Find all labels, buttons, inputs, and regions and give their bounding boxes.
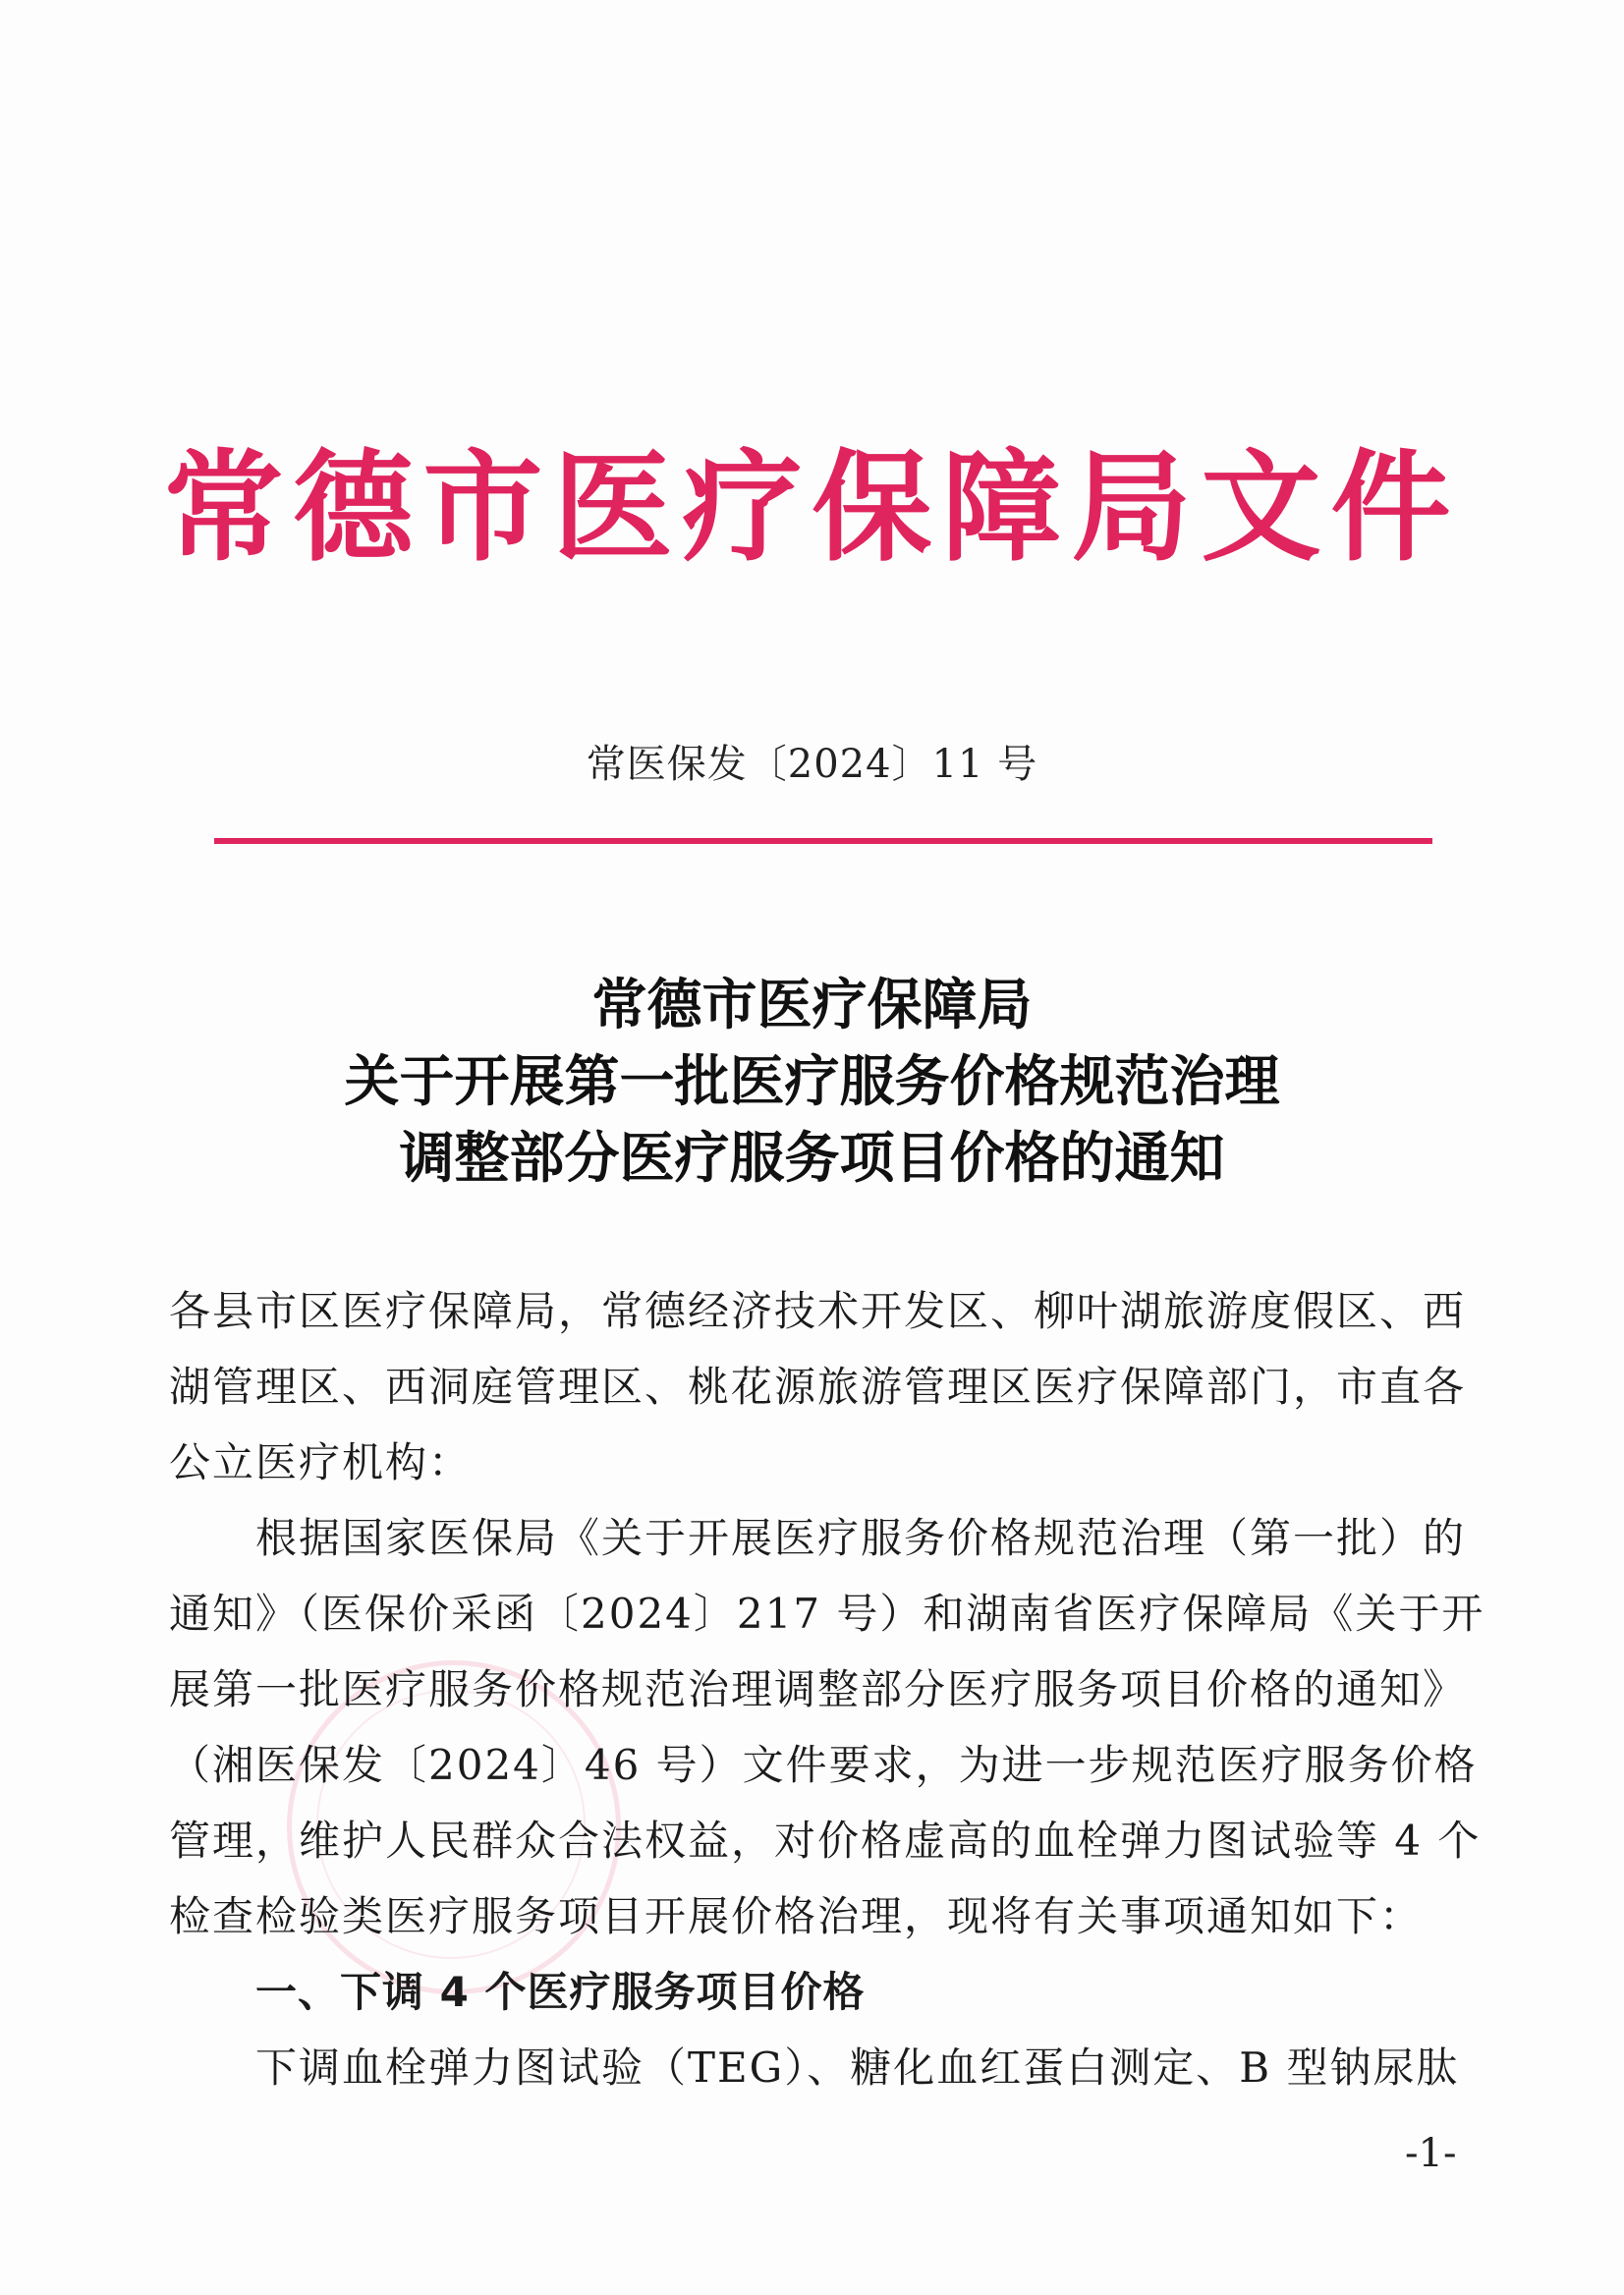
paragraph-line-5: 管理，维护人民群众合法权益，对价格虚高的血栓弹力图试验等 4 个 [169, 1817, 1482, 1865]
title-line-3: 调整部分医疗服务项目价格的通知 [399, 1127, 1225, 1191]
addressee-line-2: 湖管理区、西洞庭管理区、桃花源旅游管理区医疗保障部门，市直各 [169, 1363, 1467, 1411]
title-line-2: 关于开展第一批医疗服务价格规范治理 [344, 1050, 1280, 1114]
paragraph-line-4: （湘医保发〔2024〕46 号）文件要求，为进一步规范医疗服务价格 [169, 1741, 1478, 1789]
notice-body [169, 1273, 1485, 2105]
addressee-line-1: 各县市区医疗保障局，常德经济技术开发区、柳叶湖旅游度假区、西 [169, 1287, 1467, 1335]
masthead-title: 常德市医疗保障局文件 [163, 436, 1461, 578]
paragraph-line-6: 检查检验类医疗服务项目开展价格治理，现将有关事项通知如下： [169, 1892, 1424, 1940]
section-heading-1: 一、下调 4 个医疗服务项目价格 [255, 1968, 866, 2016]
red-divider-rule [214, 838, 1432, 844]
title-line-1: 常德市医疗保障局 [591, 974, 1033, 1037]
section-paragraph-line-1: 下调血栓弹力图试验（TEG）、糖化血红蛋白测定、B 型钠尿肽 [255, 2043, 1460, 2092]
page-number: -1- [1405, 2131, 1457, 2176]
addressee-line-3: 公立医疗机构： [169, 1438, 473, 1486]
document-number: 常医保发〔2024〕11 号 [586, 742, 1038, 787]
notice-title [0, 968, 1624, 1198]
paragraph-line-3: 展第一批医疗服务价格规范治理调整部分医疗服务项目价格的通知》 [169, 1665, 1467, 1713]
paragraph-line-1: 根据国家医保局《关于开展医疗服务价格规范治理（第一批）的 [255, 1514, 1467, 1562]
paragraph-line-2: 通知》（医保价采函〔2024〕217 号）和湖南省医疗保障局《关于开 [169, 1590, 1485, 1638]
